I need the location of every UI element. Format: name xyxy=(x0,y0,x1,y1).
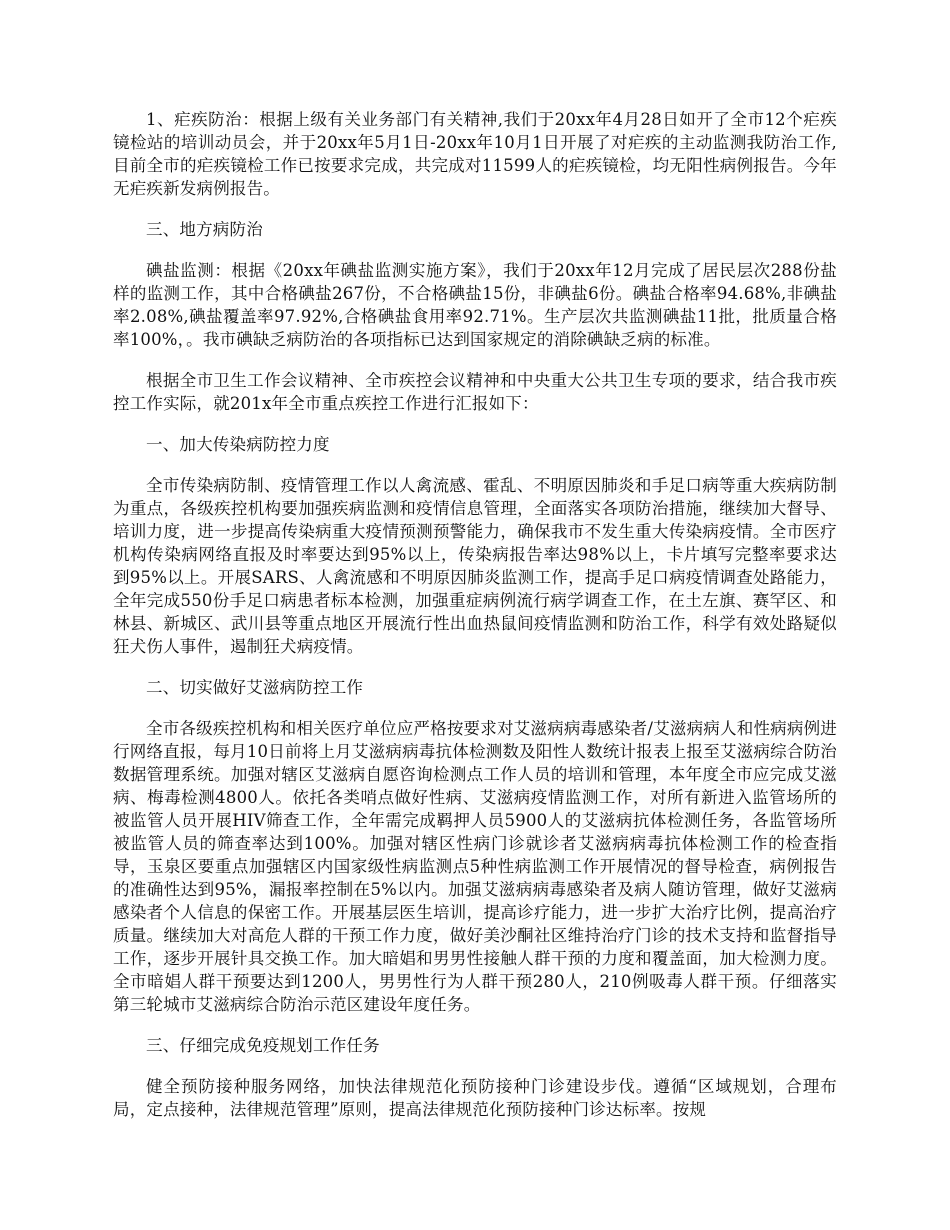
paragraph-report-intro: 根据全市卫生工作会议精神、全市疾控会议精神和中央重大公共卫生专项的要求，结合我市疾控工作实际，就201x年全市重点疾控工作进行汇报如下： xyxy=(113,371,837,413)
heading-infectious-disease: 一、加大传染病防控力度 xyxy=(146,435,330,454)
heading-immunization: 三、仔细完成免疫规划工作任务 xyxy=(146,1036,380,1055)
paragraph-aids-control: 全市各级疾控机构和相关医疗单位应严格按要求对艾滋病病毒感染者/艾滋病病人和性病病例进行网络直报，每月10日前将上月艾滋病病毒抗体检测数及阳性人数统计报表上报至艾滋病综合防治数据管理系统。加强对辖区艾滋病自愿咨询检测点工作人员的培训和管理，本年度全市应完成艾滋病、梅毒检测4800人。依托各类哨点做好性病、艾滋病疫情监测工作，对所有新进入监管场所的被监管人员开展HIV筛查工作，全年需完成羁押人员5900人的艾滋病抗体检测任务，各监管场所被监管人员的筛查率达到100%。加强对辖区性病门诊就诊者艾滋病病毒抗体检测工作的检查指导，玉泉区要重点加强辖区内国家级性病监测点5种性病监测工作开展情况的督导检查，病例报告的准确性达到95%，漏报率控制在5%以内。加强艾滋病病毒感染者及病人随访管理，做好艾滋病感染者个人信息的保密工作。开展基层医生培训，提高诊疗能力，进一步扩大治疗比例，提高治疗质量。继续加大对高危人群的干预工作力度，做好美沙酮社区维持治疗门诊的技术支持和监督指导工作，逐步开展针具交换工作。加大暗娼和男男性接触人群干预的力度和覆盖面，加大检测力度。全市暗娼人群干预要达到1200人，男男性行为人群干预280人，210例吸毒人群干预。仔细落实第三轮城市艾滋病综合防治示范区建设年度任务。 xyxy=(113,719,837,1014)
heading-aids-control: 二、切实做好艾滋病防控工作 xyxy=(146,678,364,697)
paragraph-infectious-disease: 全市传染病防制、疫情管理工作以人禽流感、霍乱、不明原因肺炎和手足口病等重大疾病防制为重点，各级疾控机构要加强疾病监测和疫情信息管理，全面落实各项防治措施，继续加大督导、培训力度，进一步提高传染病重大疫情预测预警能力，确保我市不发生重大传染病疫情。全市医疗机构传染病网络直报及时率要达到95%以上，传染病报告率达98%以上，卡片填写完整率要求达到95%以上。开展SARS、人禽流感和不明原因肺炎监测工作，提高手足口病疫情调查处路能力，全年完成550份手足口病患者标本检测，加强重症病例流行病学调查工作，在土左旗、赛罕区、和林县、新城区、武川县等重点地区开展流行性出血热鼠间疫情监测和防治工作，科学有效处路疑似狂犬伤人事件，遏制狂犬病疫情。 xyxy=(113,476,837,656)
paragraph-malaria-control: 1、疟疾防治：根据上级有关业务部门有关精神,我们于20xx年4月28日如开了全市12个疟疾镜检站的培训动员会，并于20xx年5月1日-20xx年10月1日开展了对疟疾的主动监测我防治工作,目前全市的疟疾镜检工作已按要求完成，共完成对11599人的疟疾镜检，均无阳性病例报告。今年无疟疾新发病例报告。 xyxy=(113,110,837,198)
heading-endemic-disease: 三、地方病防治 xyxy=(146,220,263,239)
paragraph-iodized-salt: 碘盐监测：根据《20xx年碘盐监测实施方案》，我们于20xx年12月完成了居民层次288份盐样的监测工作，其中合格碘盐267份，不合格碘盐15份，非碘盐6份。碘盐合格率94.68%,非碘盐率2.08%,碘盐覆盖率97.92%,合格碘盐食用率92.71%。生产层次共监测碘盐11批，批质量合格率100%，。我市碘缺乏病防治的各项指标已达到国家规定的消除碘缺乏病的标准。 xyxy=(113,261,837,349)
paragraph-immunization: 健全预防接种服务网络，加快法律规范化预防接种门诊建设步伐。遵循“区域规划，合理布局，定点接种，法律规范管理”原则，提高法律规范化预防接种门诊达标率。按规 xyxy=(113,1077,837,1119)
